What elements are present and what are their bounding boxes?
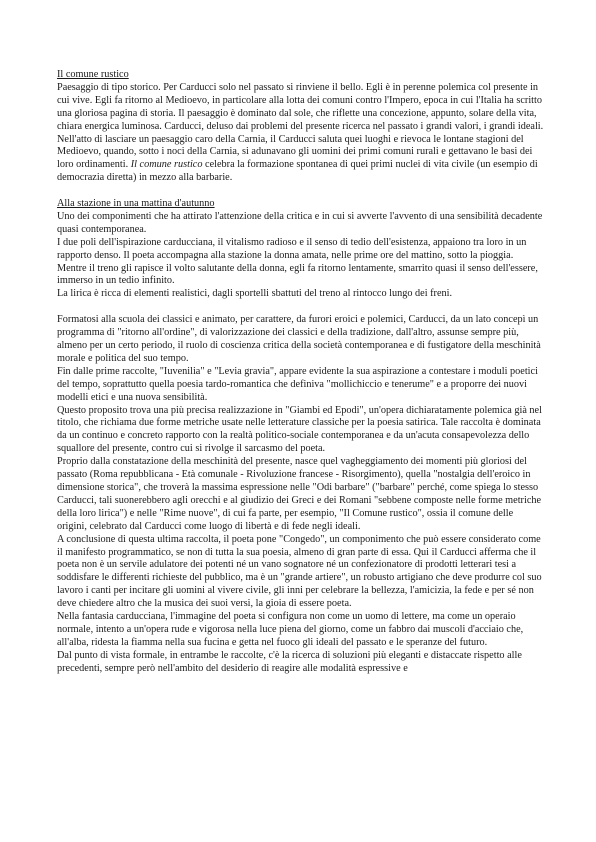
paragraph: Paesaggio di tipo storico. Per Carducci solo nel passato si rinviene il bello. Egli è in perenne polemica col presente in cui vive. Egli fa ritorno al Medioevo, in particolare alla lotta dei comuni contro l'Impero, epoca in cui l'Italia ha scritto una gloriosa pagina di storia. Il paesaggio è dominato dal sole, che riflette una concezione, appunto, solare della vita, chiara energica luminosa. Carducci, deluso dai problemi del presente ricerca nel passato i grandi valori, i grandi ideali. (57, 81, 544, 132)
paragraph: Nella fantasia carducciana, l'immagine del poeta si configura non come un uomo di lettere, ma come un operaio normale, intento a un'opera rude e vigorosa nella luce piena del giorno, come un fabbro dai muscoli d'acciaio che, all'alba, ridesta la fiamma nella sua fucina e getta nel fuoco gli ideali del passato e le speranze del futuro. (57, 611, 524, 648)
section-heading-comune-rustico: Il comune rustico (57, 69, 129, 80)
paragraph: Fin dalle prime raccolte, "Iuvenilia" e "Levia gravia", appare evidente la sua aspirazione a contestare i moduli poetici del tempo, soprattutto quella poesia tardo-romantica che definiva "mollichiccio e tenerume" e a proporre dei nuovi modelli etici e una nuova sensibilità. (57, 365, 538, 403)
paragraph: Uno dei componimenti che ha attirato l'attenzione della critica e in cui si avverte l'avvento di una sensibilità decadente quasi contemporanea. (57, 210, 543, 235)
section-heading-alla-stazione: Alla stazione in una mattina d'autunno (57, 198, 215, 210)
paragraph: La lirica è ricca di elementi realistici, dagli sportelli sbattuti del treno al rintocco lungo dei freni. (57, 288, 453, 300)
text-run: celebra la formazione spontanea di quei primi nuclei di vita civile (un esempio di democrazia diretta) in mezzo alla barbarie. (57, 159, 538, 184)
text-run: Nell'atto di lasciare un paesaggio caro della Carnia, il Carducci saluta quei luoghi e rievoca le lontane stagioni del Medioevo, quando, sotto i noci della Carnia, si adunavano gli uomini dei primi comuni rurali e gettavano le basi dei loro ordinamenti. (57, 133, 533, 171)
paragraph: Dal punto di vista formale, in entrambe le raccolte, c'è la ricerca di soluzioni più eleganti e distaccate rispetto alle precedenti, sempre però nell'ambito del desiderio di reagire alle modalità espressive e (57, 649, 522, 674)
paragraph: Formatosi alla scuola dei classici e animato, per carattere, da furori eroici e polemici, Carducci, da un lato concepì un programma di "ritorno all'ordine", di valorizzazione dei classici e della tradizione, dall'altro, assunse sempre più, almeno per un certo periodo, il ruolo di coscienza critica della società contemporanea e di fustigatore della meschinità morale e politica del suo tempo. (57, 314, 541, 364)
paragraph: I due poli dell'ispirazione carducciana, il vitalismo radioso e il senso di tedio dell'esistenza, appaiono tra loro in un rapporto denso. Il poeta accompagna alla stazione la donna amata, nelle prime ore del mattino, sotto la pioggia. Mentre il treno gli rapisce il volto salutante della donna, egli fa ritorno lentamente, smarrito quasi il senso dell'essere, immerso in un tedio infinito. (57, 236, 538, 287)
blank-line (57, 185, 545, 198)
document-page (57, 69, 545, 676)
paragraph: A conclusione di questa ultima raccolta, il poeta pone "Congedo", un componimento che può essere considerato come il manifesto programmatico, se non di tutta la sua poesia, almeno di gran parte di essa. Qui il Carducci afferma che il poeta non è un servile adulatore dei potenti né un vano sognatore né un confezionatore di prodotti letterari tesi a soddisfare le differenti richieste del pubblico, ma è un "grande artiere", un robusto artigiano che deve produrre col suo lavoro i canti per incitare gli uomini al vivere civile, gli inni per celebrare la bellezza, l'amicizia, la fede e per sé non deve chiedere altro che la musica dei suoi versi, la gioia di essere poeta. (57, 533, 542, 610)
paragraph (57, 134, 545, 186)
paragraph: Proprio dalla constatazione della meschinità del presente, nasce quel vagheggiamento dei momenti più gloriosi del passato (Roma repubblicana - Età comunale - Rivoluzione francese - Risorgimento), quella "nostalgia dell'eroico in dimensione storica", che troverà la massima espressione nelle "Odi barbare" ("barbare" perché, come spiega lo stesso Carducci, tali suonerebbero agli orecchi e al giudizio dei Greci e dei Romani "sebbene composte nelle forme metriche della loro lirica") e nelle "Rime nuove", di cui fa parte, per esempio, "Il Comune rustico", ossia il comune delle origini, celebrato dal Carducci come luogo di libertà e di fede negli ideali. (57, 456, 542, 532)
blank-line (57, 301, 545, 314)
paragraph: Questo proposito trova una più precisa realizzazione in "Giambi ed Epodi", un'opera dichiaratamente polemica già nel titolo, che richiama due forme metriche usate nelle letterature classiche per la poesia satirica. Tale raccolta è dominata da un continuo e concreto rapporto con la realtà politico-sociale contemporanea e da un'acuta consapevolezza dello squallore del presente, contro cui si rivolge il sarcasmo del poeta. (57, 404, 542, 455)
italic-title: Il comune rustico (130, 159, 203, 171)
